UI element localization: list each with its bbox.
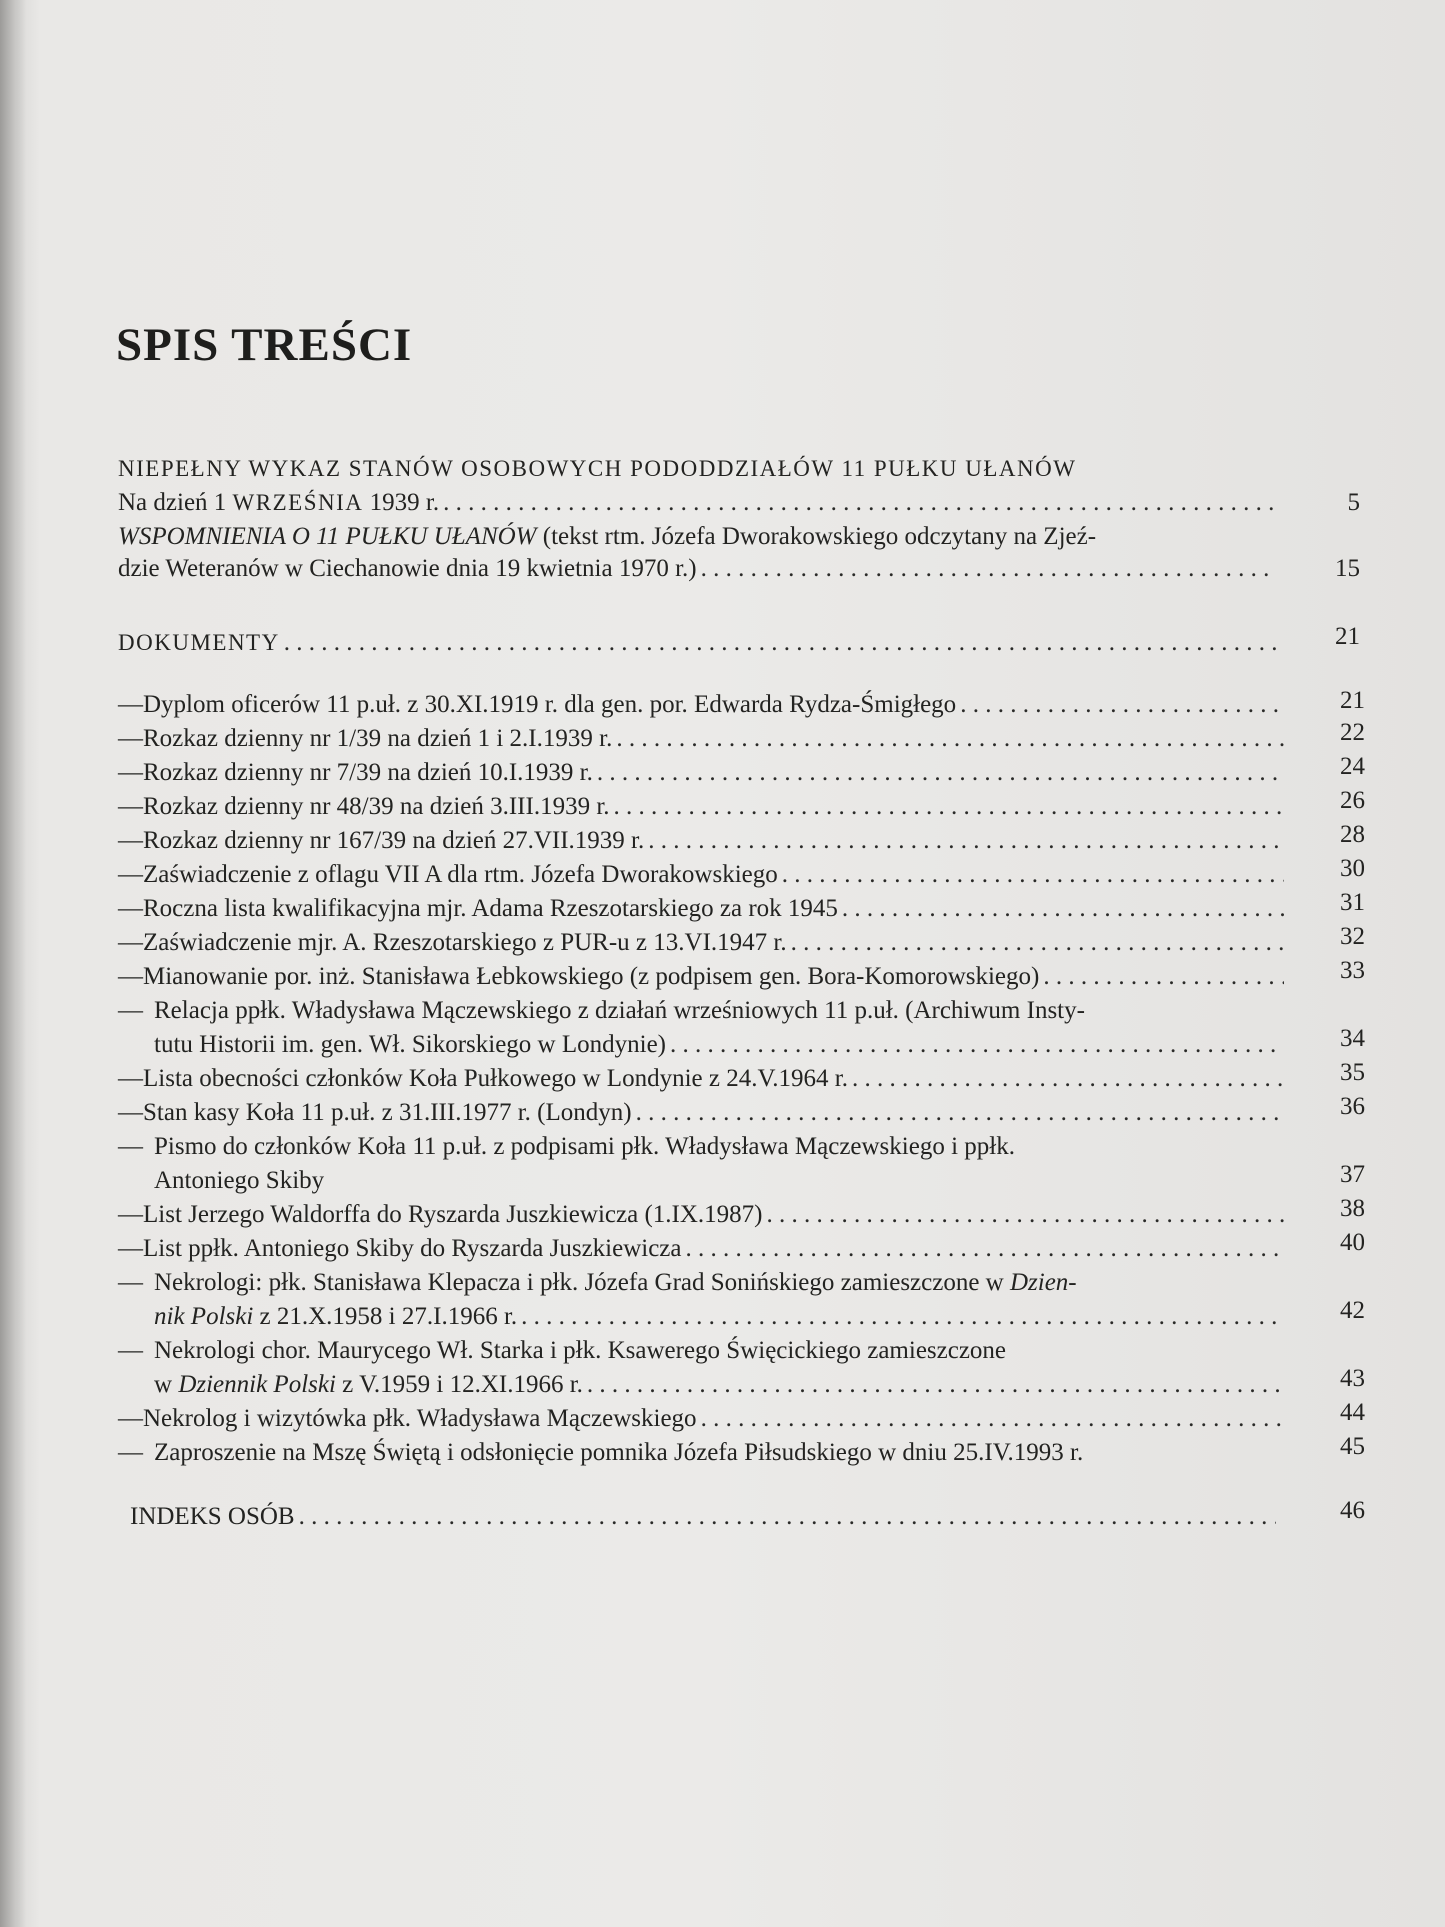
toc-entry-memoir: WSPOMNIENIA O 11 PUŁKU UŁANÓW (tekst rtm. Józefa Dworakowskiego odczytany na Zjeź- (118, 523, 1097, 550)
dot-leader (791, 926, 1284, 960)
toc-entry-text: Na dzień 1 WRZEŚNIA 1939 r. (118, 489, 440, 516)
dot-leader (521, 1300, 1284, 1334)
page-number: 28 (1340, 821, 1365, 848)
doc-item-cont: Antoniego Skiby (154, 1167, 325, 1194)
doc-item: — Zaświadczenie mjr. A. Rzeszotarskiego z PUR-u z 13.VI.1947 r. . . . (118, 926, 1288, 960)
page-number: 45 (1340, 1433, 1365, 1460)
page-number: 15 (1335, 555, 1360, 582)
doc-item: — Zaświadczenie z oflagu VII A dla rtm. Józefa Dworakowskiego . . . (118, 858, 1288, 892)
doc-item: — Rozkaz dzienny nr 48/39 na dzień 3.III.1939 r. . . . (118, 790, 1288, 824)
dot-leader (616, 722, 1284, 756)
doc-item: — Roczna lista kwalifikacyjna mjr. Adama Rzeszotarskiego za rok 1945 . . . (118, 892, 1288, 926)
page-number: 34 (1340, 1025, 1365, 1052)
doc-item: — Lista obecności członków Koła Pułkowego w Londynie z 24.V.1964 r. . . . (118, 1062, 1288, 1096)
doc-item: — Nekrologi: płk. Stanisława Klepacza i płk. Józefa Grad Sonińskiego zamieszczone w Dzien- (118, 1269, 1077, 1296)
page-number: 22 (1340, 719, 1365, 746)
dot-leader (960, 688, 1284, 722)
toc-entry-documents: DOKUMENTY . . . (118, 626, 1280, 660)
page-number: 33 (1340, 957, 1365, 984)
section-heading-roster: NIEPEŁNY WYKAZ STANÓW OSOBOWYCH PODODDZIAŁÓW 11 PUŁKU UŁANÓW (118, 456, 1077, 481)
page-number: 35 (1340, 1059, 1365, 1086)
doc-item: — Zaproszenie na Mszę Świętą i odsłonięcie pomnika Józefa Piłsudskiego w dniu 25.IV.1993 r. (118, 1439, 1084, 1466)
doc-item: — Stan kasy Koła 11 p.uł. z 31.III.1977 r. (Londyn) . . . (118, 1096, 1288, 1130)
doc-item-cont: tutu Historii im. gen. Wł. Sikorskiego w Londynie) . . . (154, 1028, 1288, 1062)
doc-item-cont: w Dziennik Polski z V.1959 i 12.XI.1966 r. . . . (154, 1368, 1288, 1402)
dot-leader (648, 824, 1284, 858)
page-number: 42 (1340, 1297, 1365, 1324)
dot-leader (852, 1062, 1284, 1096)
dot-leader (701, 552, 1276, 586)
page-number: 21 (1340, 687, 1365, 714)
doc-item: — Mianowanie por. inż. Stanisława Łebkowskiego (z podpisem gen. Bora-Komorowskiego) . . . (118, 960, 1288, 994)
toc-entry-memoir-cont: dzie Weteranów w Ciechanowie dnia 19 kwietnia 1970 r.) . . . (118, 552, 1280, 586)
dot-leader (670, 1028, 1284, 1062)
page-number: 36 (1340, 1093, 1365, 1120)
doc-item: — Nekrolog i wizytówka płk. Władysława Mączewskiego . . . (118, 1402, 1288, 1436)
doc-item-cont: nik Polski z 21.X.1958 i 27.I.1966 r. . . . (154, 1300, 1288, 1334)
dot-leader (1043, 960, 1284, 994)
page-number: 43 (1340, 1365, 1365, 1392)
doc-item: — Rozkaz dzienny nr 167/39 na dzień 27.VII.1939 r. . . . (118, 824, 1288, 858)
doc-item: — Pismo do członków Koła 11 p.uł. z podpisami płk. Władysława Mączewskiego i ppłk. (118, 1133, 1015, 1160)
page-number: 37 (1340, 1161, 1365, 1188)
dot-leader (587, 1368, 1284, 1402)
page-number: 31 (1340, 889, 1365, 916)
dot-leader (782, 858, 1284, 892)
page-number: 44 (1340, 1399, 1365, 1426)
doc-item: — Rozkaz dzienny nr 7/39 na dzień 10.I.1939 r. . . . (118, 756, 1288, 790)
doc-item: — List Jerzego Waldorffa do Ryszarda Juszkiewicza (1.IX.1987) . . . (118, 1198, 1288, 1232)
dot-leader (299, 1500, 1276, 1534)
doc-item: — Rozkaz dzienny nr 1/39 na dzień 1 i 2.I.1939 r. . . . (118, 722, 1288, 756)
dot-leader (701, 1402, 1284, 1436)
page-number: 40 (1340, 1229, 1365, 1256)
dot-leader (842, 892, 1284, 926)
toc-entry-roster (118, 486, 1280, 520)
dot-leader (766, 1198, 1284, 1232)
dot-leader (597, 756, 1284, 790)
page-number: 32 (1340, 923, 1365, 950)
dot-leader (686, 1232, 1284, 1266)
page-number: 46 (1340, 1497, 1365, 1524)
page-number: 30 (1340, 855, 1365, 882)
page-number: 26 (1340, 787, 1365, 814)
page-number: 38 (1340, 1195, 1365, 1222)
dot-leader (614, 790, 1284, 824)
toc-entry-index: INDEKS OSÓB . . . (130, 1500, 1280, 1534)
doc-item: — Nekrologi chor. Maurycego Wł. Starka i płk. Ksawerego Święcickiego zamieszczone (118, 1337, 1007, 1364)
dot-leader (284, 626, 1276, 660)
doc-item: — Relacja ppłk. Władysława Mączewskiego z działań wrześniowych 11 p.uł. (Archiwum Insty- (118, 997, 1085, 1024)
doc-item: — List ppłk. Antoniego Skiby do Ryszarda Juszkiewicza . . . (118, 1232, 1288, 1266)
page-number: 24 (1340, 753, 1365, 780)
page-title: SPIS TREŚCI (116, 319, 413, 371)
page-number: 5 (1347, 489, 1360, 516)
doc-item: — Dyplom oficerów 11 p.uł. z 30.XI.1919 r. dla gen. por. Edwarda Rydza-Śmigłego . . . (118, 688, 1288, 722)
book-gutter-shadow (0, 0, 26, 1927)
dot-leader (443, 486, 1276, 520)
dot-leader (636, 1096, 1284, 1130)
page-number: 21 (1335, 623, 1360, 650)
